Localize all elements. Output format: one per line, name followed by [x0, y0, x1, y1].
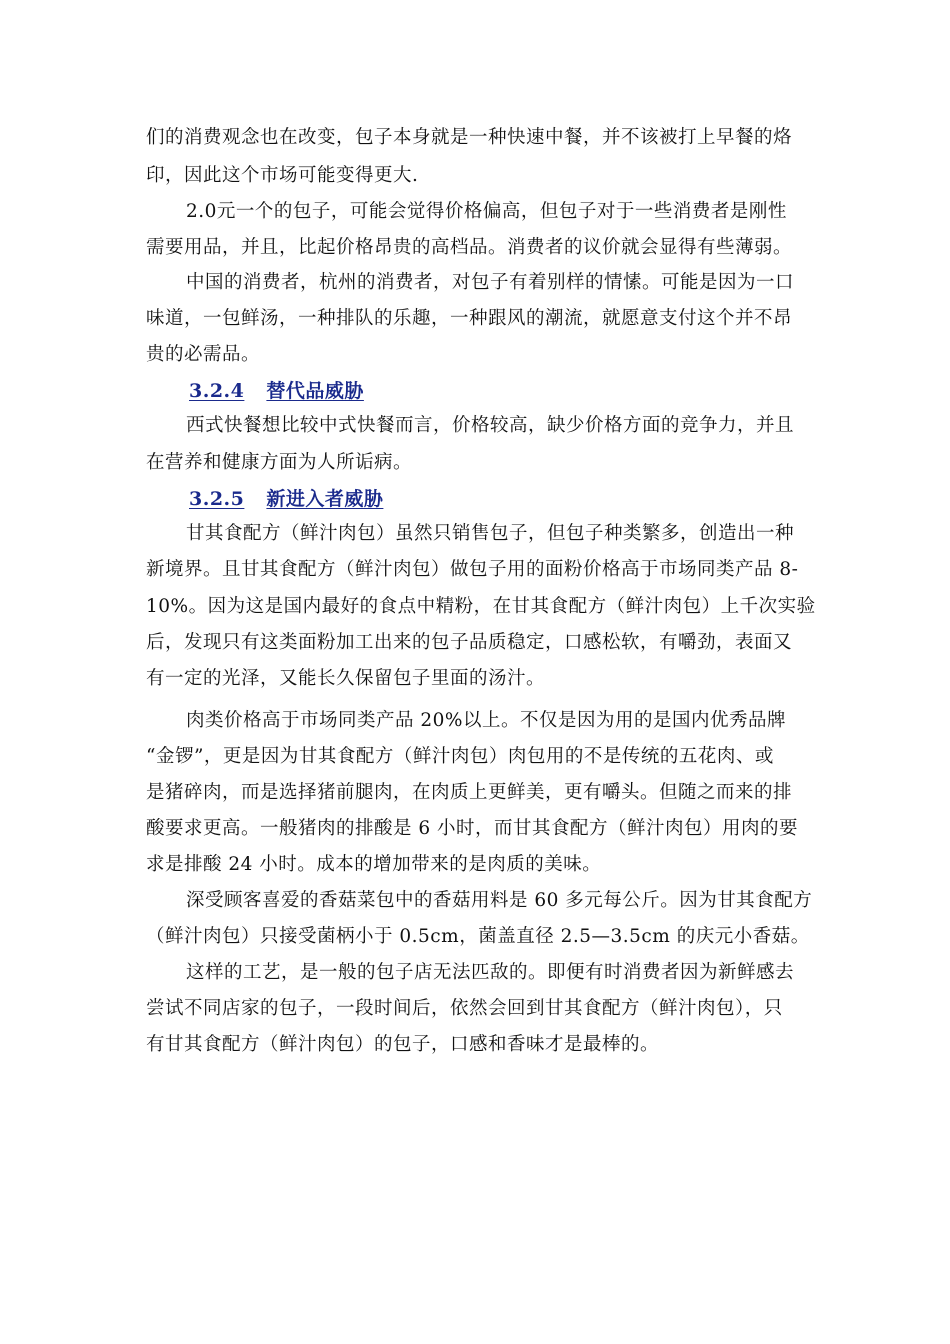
paragraph-line: 味道，一包鲜汤，一种排队的乐趣，一种跟风的潮流，就愿意支付这个并不昂: [146, 308, 793, 329]
paragraph-line: 中国的消费者，杭州的消费者，对包子有着别样的情愫。可能是因为一口: [186, 272, 795, 293]
section-heading: [189, 486, 383, 512]
paragraph-line: 有甘其食配方（鲜汁肉包）的包子，口感和香味才是最棒的。: [146, 1034, 660, 1055]
paragraph-line: 肉类价格高于市场同类产品 20%以上。不仅是因为用的是国内优秀品牌: [186, 710, 787, 731]
paragraph-line: 甘其食配方（鲜汁肉包）虽然只销售包子，但包子种类繁多，创造出一种: [186, 523, 795, 544]
paragraph-line: 需要用品，并且，比起价格昂贵的高档品。消费者的议价就会显得有些薄弱。: [146, 237, 793, 258]
section-number: 3.2.4: [189, 380, 245, 402]
paragraph-line: 们的消费观念也在改变，包子本身就是一种快速中餐，并不该被打上早餐的烙: [146, 127, 793, 148]
paragraph-line: 求是排酸 24 小时。成本的增加带来的是肉质的美味。: [146, 854, 602, 875]
section-title: 替代品威胁: [266, 380, 364, 402]
paragraph-line: 在营养和健康方面为人所诟病。: [146, 452, 413, 473]
paragraph-line: 是猪碎肉，而是选择猪前腿肉，在肉质上更鲜美，更有嚼头。但随之而来的排: [146, 782, 793, 803]
paragraph-line: 酸要求更高。一般猪肉的排酸是 6 小时，而甘其食配方（鲜汁肉包）用肉的要: [146, 818, 799, 839]
paragraph-line: 尝试不同店家的包子，一段时间后，依然会回到甘其食配方（鲜汁肉包），只: [146, 998, 783, 1019]
paragraph-line: 贵的必需品。: [146, 344, 261, 365]
paragraph-line: “金锣”，更是因为甘其食配方（鲜汁肉包）肉包用的不是传统的五花肉、或: [146, 746, 774, 767]
paragraph-line: 有一定的光泽，又能长久保留包子里面的汤汁。: [146, 668, 546, 689]
paragraph-line: 新境界。且甘其食配方（鲜汁肉包）做包子用的面粉价格高于市场同类产品 8-: [146, 559, 799, 580]
section-heading: [189, 378, 364, 404]
paragraph-line: 这样的工艺，是一般的包子店无法匹敌的。即便有时消费者因为新鲜感去: [186, 962, 795, 983]
paragraph-line: 10%。因为这是国内最好的食点中精粉，在甘其食配方（鲜汁肉包）上千次实验: [146, 596, 816, 617]
section-title: 新进入者威胁: [266, 488, 384, 510]
paragraph-line: 后，发现只有这类面粉加工出来的包子品质稳定，口感松软，有嚼劲，表面又: [146, 632, 793, 653]
paragraph-line: 深受顾客喜爱的香菇菜包中的香菇用料是 60 多元每公斤。因为甘其食配方: [186, 890, 813, 911]
paragraph-line: 西式快餐想比较中式快餐而言，价格较高，缺少价格方面的竞争力，并且: [186, 415, 795, 436]
paragraph-line: （鲜汁肉包）只接受菌柄小于 0.5cm，菌盖直径 2.5—3.5cm 的庆元小香菇。: [146, 926, 810, 947]
section-number: 3.2.5: [189, 488, 245, 510]
paragraph-line: 2.0元一个的包子，可能会觉得价格偏高，但包子对于一些消费者是刚性: [186, 201, 787, 222]
paragraph-line: 印，因此这个市场可能变得更大.: [146, 165, 419, 186]
